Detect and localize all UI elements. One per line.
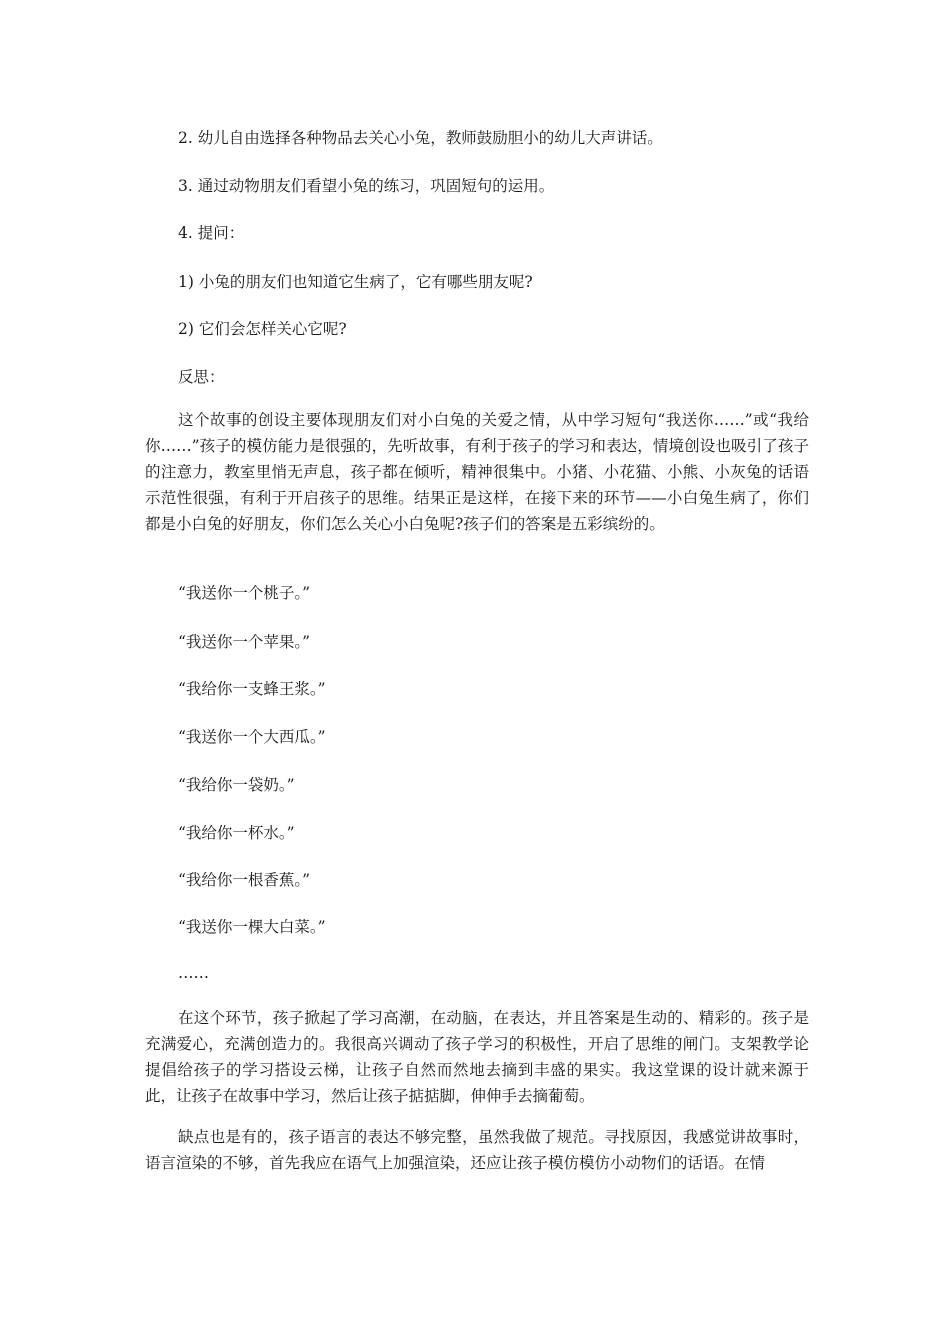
quote-line: “我送你一棵大白菜。” (178, 918, 326, 936)
quote-line: “我给你一袋奶。” (178, 776, 295, 794)
ellipsis: …… (178, 964, 209, 982)
quote-line: “我送你一个苹果。” (178, 633, 311, 651)
reflection-paragraph-2: 在这个环节，孩子掀起了学习高潮，在动脑，在表达，并且答案是生动的、精彩的。孩子是充满爱心，充满创造力的。我很高兴调动了孩子学习的积极性，开启了思维的闸门。支架教学论提倡给孩子的学习搭设云梯，让孩子自然而然地去摘到丰盛的果实。我这堂课的设计就来源于此，让孩子在故事中学习，然后让孩子掂掂脚，伸伸手去摘葡萄。 (145, 1009, 809, 1105)
list-item-4: 4. 提问： (178, 224, 245, 242)
reflection-heading: 反思： (178, 368, 225, 386)
question-1: 1) 小兔的朋友们也知道它生病了，它有哪些朋友呢? (178, 273, 533, 291)
reflection-paragraph-3: 缺点也是有的，孩子语言的表达不够完整，虽然我做了规范。寻找原因，我感觉讲故事时，语言渲染的不够，首先我应在语气上加强渲染，还应让孩子模仿模仿小动物们的话语。在情 (145, 1128, 809, 1172)
quote-line: “我给你一根香蕉。” (178, 871, 311, 889)
list-item-2: 2. 幼儿自由选择各种物品去关心小兔，教师鼓励胆小的幼儿大声讲话。 (178, 129, 663, 147)
quote-line: “我给你一杯水。” (178, 824, 295, 842)
question-2: 2) 它们会怎样关心它呢? (178, 320, 347, 338)
quote-line: “我给你一支蜂王浆。” (178, 680, 326, 698)
quote-line: “我送你一个桃子。” (178, 584, 311, 602)
reflection-paragraph-1: 这个故事的创设主要体现朋友们对小白兔的关爱之情，从中学习短句“我送你……”或“我给你……”孩子的模仿能力是很强的，先听故事，有利于孩子的学习和表达，情境创设也吸引了孩子的注意力，教室里悄无声息，孩子都在倾听，精神很集中。小猪、小花猫、小熊、小灰兔的话语示范性很强，有利于开启孩子的思维。结果正是这样，在接下来的环节——小白兔生病了，你们都是小白兔的好朋友，你们怎么关心小白兔呢?孩子们的答案是五彩缤纷的。 (145, 411, 809, 533)
quote-line: “我送你一个大西瓜。” (178, 728, 326, 746)
list-item-3: 3. 通过动物朋友们看望小兔的练习，巩固短句的运用。 (178, 177, 555, 195)
